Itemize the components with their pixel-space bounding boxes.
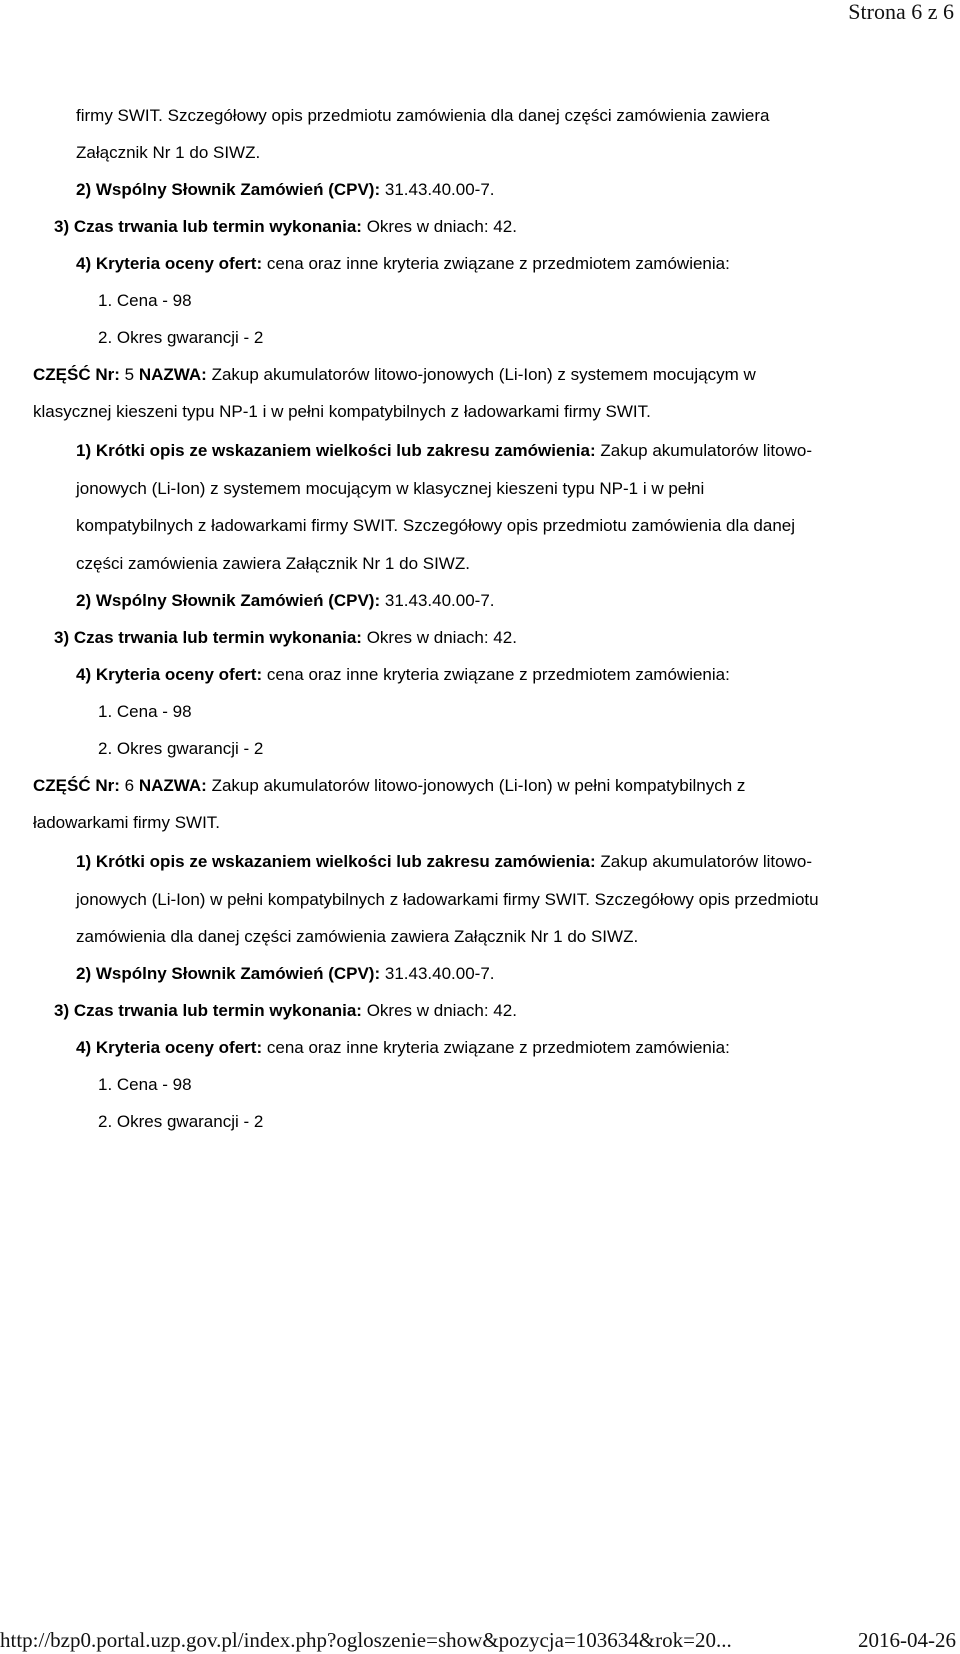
part6-desc-row [76, 852, 812, 872]
part6-heading [33, 776, 745, 796]
part6-criteria-row [76, 1038, 730, 1058]
part-name: Zakup akumulatorów litowo-jonowych (Li-Ion) w pełni kompatybilnych z [211, 776, 746, 795]
part5-criterion-2: 2. Okres gwarancji - 2 [98, 739, 264, 758]
criteria-label: 4) Kryteria oceny ofert: [76, 1038, 263, 1057]
cpv-value: 31.43.40.00-7. [384, 964, 495, 983]
part6-desc-line-2: jonowych (Li-Ion) w pełni kompatybilnych z ładowarkami firmy SWIT. Szczegółowy opis przedmiotu [76, 890, 819, 909]
duration-label: 3) Czas trwania lub termin wykonania: [54, 217, 362, 236]
short-desc-value: Zakup akumulatorów litowo- [600, 852, 813, 871]
short-desc-label: 1) Krótki opis ze wskazaniem wielkości lub zakresu zamówienia: [76, 441, 596, 460]
part4-criteria-row [76, 254, 730, 274]
part-label: CZĘŚĆ Nr: [33, 365, 120, 384]
part4-criterion-1: 1. Cena - 98 [98, 291, 192, 310]
footer-url: http://bzp0.portal.uzp.gov.pl/index.php?ogloszenie=show&pozycja=103634&rok=20... [0, 1628, 732, 1652]
criteria-label: 4) Kryteria oceny ofert: [76, 254, 263, 273]
page-number-label: Strona 6 z 6 [848, 0, 954, 24]
name-label: NAZWA: [138, 365, 207, 384]
duration-value: Okres w dniach: 42. [366, 217, 517, 236]
part5-desc-line-4: części zamówienia zawiera Załącznik Nr 1 do SIWZ. [76, 554, 470, 573]
part5-criterion-1: 1. Cena - 98 [98, 702, 192, 721]
part6-criterion-1: 1. Cena - 98 [98, 1075, 192, 1094]
part6-cpv-row [76, 964, 495, 984]
cpv-label: 2) Wspólny Słownik Zamówień (CPV): [76, 591, 381, 610]
short-desc-label: 1) Krótki opis ze wskazaniem wielkości lub zakresu zamówienia: [76, 852, 596, 871]
part5-desc-row [76, 441, 812, 461]
cpv-value: 31.43.40.00-7. [384, 591, 495, 610]
short-desc-value: Zakup akumulatorów litowo- [600, 441, 813, 460]
part6-desc-line-3: zamówienia dla danej części zamówienia zawiera Załącznik Nr 1 do SIWZ. [76, 927, 639, 946]
cpv-label: 2) Wspólny Słownik Zamówień (CPV): [76, 964, 381, 983]
criteria-value: cena oraz inne kryteria związane z przedmiotem zamówienia: [266, 1038, 730, 1057]
criteria-label: 4) Kryteria oceny ofert: [76, 665, 263, 684]
part6-name-line-2: ładowarkami firmy SWIT. [33, 813, 221, 832]
duration-value: Okres w dniach: 42. [366, 1001, 517, 1020]
duration-value: Okres w dniach: 42. [366, 628, 517, 647]
footer-date: 2016-04-26 [858, 1628, 956, 1652]
duration-label: 3) Czas trwania lub termin wykonania: [54, 1001, 362, 1020]
continuation-line-2: Załącznik Nr 1 do SIWZ. [76, 143, 261, 162]
part4-cpv-row [76, 180, 495, 200]
part5-cpv-row [76, 591, 495, 611]
part5-criteria-row [76, 665, 730, 685]
part5-desc-line-2: jonowych (Li-Ion) z systemem mocującym w klasycznej kieszeni typu NP-1 i w pełni [76, 479, 705, 498]
part5-duration-row [54, 628, 517, 648]
criteria-value: cena oraz inne kryteria związane z przedmiotem zamówienia: [266, 254, 730, 273]
name-label: NAZWA: [138, 776, 207, 795]
part4-duration-row [54, 217, 517, 237]
part6-criterion-2: 2. Okres gwarancji - 2 [98, 1112, 264, 1131]
criteria-value: cena oraz inne kryteria związane z przedmiotem zamówienia: [266, 665, 730, 684]
cpv-value: 31.43.40.00-7. [384, 180, 495, 199]
part-number: 6 [124, 776, 135, 795]
part-label: CZĘŚĆ Nr: [33, 776, 120, 795]
part-number: 5 [124, 365, 135, 384]
continuation-line-1: firmy SWIT. Szczegółowy opis przedmiotu zamówienia dla danej części zamówienia zawiera [76, 106, 770, 125]
cpv-label: 2) Wspólny Słownik Zamówień (CPV): [76, 180, 381, 199]
duration-label: 3) Czas trwania lub termin wykonania: [54, 628, 362, 647]
part5-heading [33, 365, 756, 385]
part4-criterion-2: 2. Okres gwarancji - 2 [98, 328, 264, 347]
part6-duration-row [54, 1001, 517, 1021]
part5-desc-line-3: kompatybilnych z ładowarkami firmy SWIT. Szczegółowy opis przedmiotu zamówienia dla danej [76, 516, 796, 535]
part5-name-line-2: klasycznej kieszeni typu NP-1 i w pełni kompatybilnych z ładowarkami firmy SWIT. [33, 402, 651, 421]
part-name: Zakup akumulatorów litowo-jonowych (Li-Ion) z systemem mocującym w [211, 365, 756, 384]
